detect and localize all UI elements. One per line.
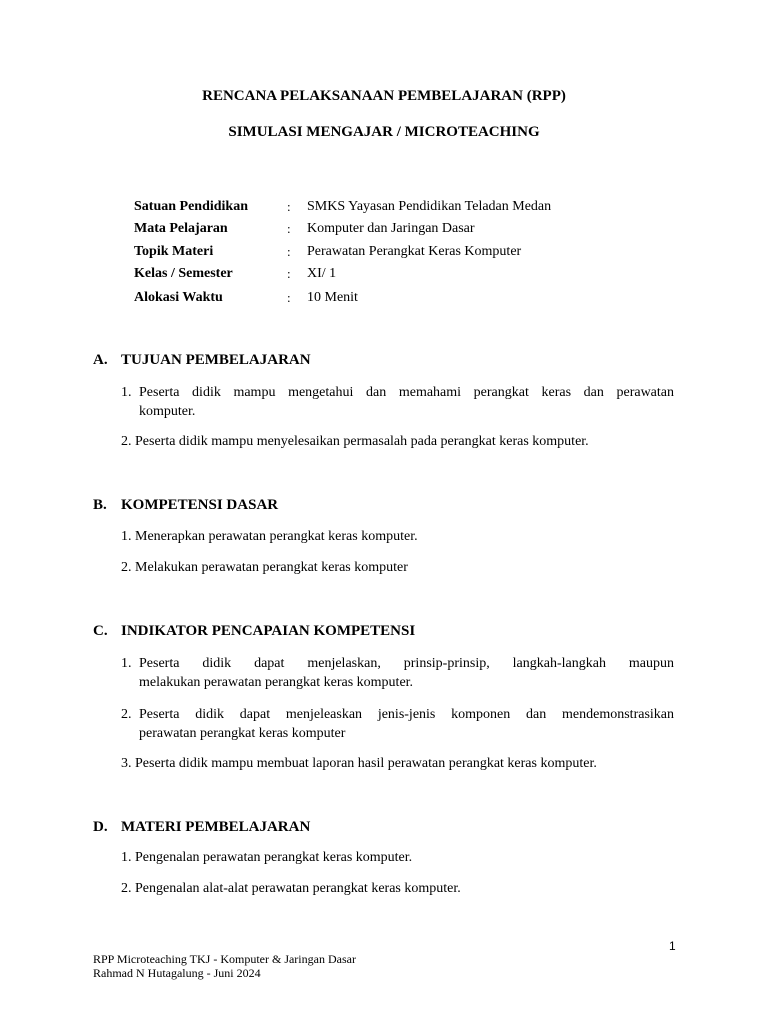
section-a-title: TUJUAN PEMBELAJARAN <box>121 352 311 368</box>
section-c-item-3: 3. Peserta didik mampu membuat laporan hasil perawatan perangkat keras komputer. <box>121 756 597 771</box>
section-b-item-2: 2. Melakukan perawatan perangkat keras komputer <box>121 560 408 575</box>
section-d-item-2: 2. Pengenalan alat-alat perawatan perangkat keras komputer. <box>121 881 461 896</box>
info-value: XI/ 1 <box>307 266 337 281</box>
info-label: Satuan Pendidikan <box>134 199 248 214</box>
item-text-line1: Peserta didik dapat menjelaskan, prinsip-prinsip, langkah-langkah maupun <box>139 656 674 671</box>
section-c-item-2 <box>121 705 674 743</box>
section-b-item-1: 1. Menerapkan perawatan perangkat keras komputer. <box>121 529 418 544</box>
info-colon: : <box>287 290 291 305</box>
info-value: SMKS Yayasan Pendidikan Teladan Medan <box>307 199 552 214</box>
page-number: 1 <box>669 939 676 953</box>
section-c-title: INDIKATOR PENCAPAIAN KOMPETENSI <box>121 623 416 639</box>
item-text-line1: Peserta didik mampu mengetahui dan memahami perangkat keras dan perawatan <box>139 385 674 400</box>
section-a-letter: A. <box>93 352 108 368</box>
item-text-line2: komputer. <box>139 404 196 419</box>
document-title: RENCANA PELAKSANAAN PEMBELAJARAN (RPP) <box>202 88 566 104</box>
section-a-item-2: 2. Peserta didik mampu menyelesaikan permasalah pada perangkat keras komputer. <box>121 434 589 449</box>
info-label: Alokasi Waktu <box>134 290 223 305</box>
info-value: Perawatan Perangkat Keras Komputer <box>307 244 522 259</box>
info-colon: : <box>287 266 291 281</box>
info-colon: : <box>287 244 291 259</box>
footer-line-1: RPP Microteaching TKJ - Komputer & Jaringan Dasar <box>93 952 356 966</box>
section-d-item-1: 1. Pengenalan perawatan perangkat keras komputer. <box>121 850 413 865</box>
section-b-title: KOMPETENSI DASAR <box>121 497 279 513</box>
item-number: 1. <box>121 385 132 400</box>
section-c-item-1 <box>121 654 674 692</box>
document-subtitle: SIMULASI MENGAJAR / MICROTEACHING <box>228 124 540 140</box>
section-a-item-1 <box>121 383 674 421</box>
section-d-letter: D. <box>93 819 108 835</box>
section-d-title: MATERI PEMBELAJARAN <box>121 819 311 835</box>
info-label: Mata Pelajaran <box>134 221 228 236</box>
footer-line-2: Rahmad N Hutagalung - Juni 2024 <box>93 966 261 980</box>
info-value: Komputer dan Jaringan Dasar <box>307 221 475 236</box>
info-label: Topik Materi <box>134 244 214 259</box>
info-value: 10 Menit <box>307 290 358 305</box>
item-text-line1: Peserta didik dapat menjeleaskan jenis-jenis komponen dan mendemonstrasikan <box>139 707 674 722</box>
section-b-letter: B. <box>93 497 107 513</box>
item-text-line2: melakukan perawatan perangkat keras komputer. <box>139 675 414 690</box>
info-label: Kelas / Semester <box>134 266 233 281</box>
item-number: 2. <box>121 707 132 722</box>
section-c-letter: C. <box>93 623 108 639</box>
info-colon: : <box>287 199 291 214</box>
item-number: 1. <box>121 656 132 671</box>
item-text-line2: perawatan perangkat keras komputer <box>139 726 346 741</box>
info-colon: : <box>287 221 291 236</box>
